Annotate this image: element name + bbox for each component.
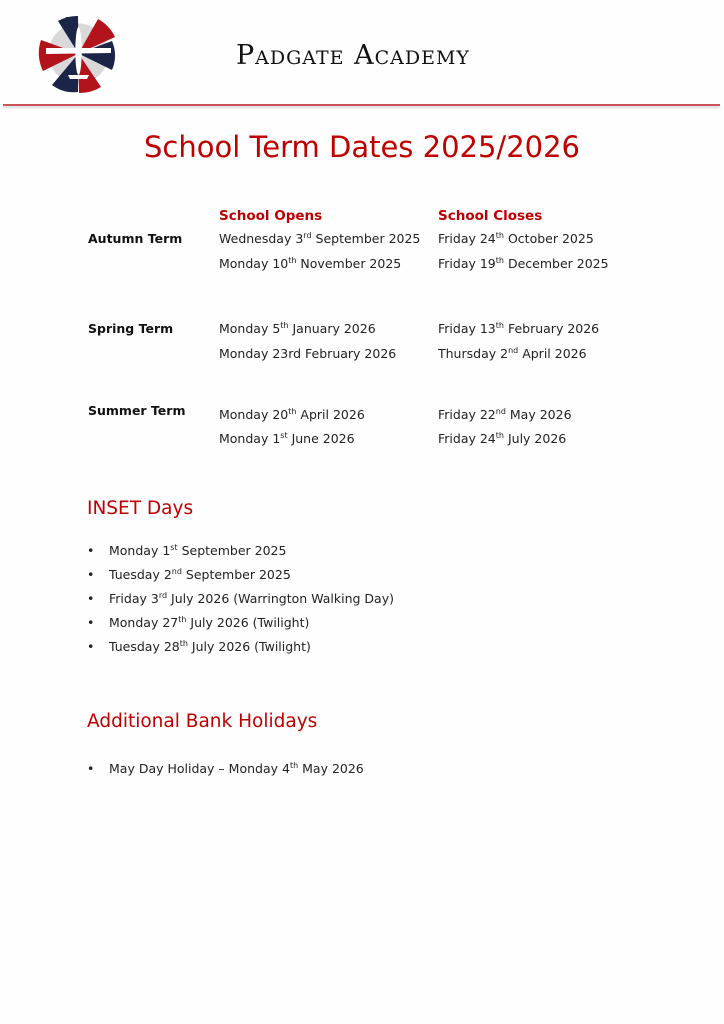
item-text: July 2026 (Warrington Walking Day) [167,591,394,606]
date-text: Friday 24 [438,431,496,446]
date-text: May 2026 [505,407,572,422]
date-text: September 2025 [311,231,421,246]
date-text: Wednesday 3 [219,231,304,246]
term-label-autumn: Autumn Term [88,231,183,246]
date-ordinal: nd [508,346,519,355]
date-text: July 2026 [503,431,567,446]
summer-close-1 [438,407,572,422]
list-item [87,567,394,591]
date-text: Monday 5 [219,321,281,336]
date-text: Friday 24 [438,231,496,246]
term-label-spring: Spring Term [88,321,174,336]
header-divider [3,104,720,106]
bullet-icon: • [87,761,95,776]
column-header-school-closes: School Closes [438,208,543,224]
item-text: Monday 27 [109,615,179,630]
bullet-icon: • [87,543,95,558]
autumn-open-1 [219,231,420,246]
list-item [87,615,394,639]
spring-close-2 [438,346,587,361]
padgate-academy-logo-icon [38,13,119,94]
item-text: May Day Holiday – Monday 4 [109,761,290,776]
bullet-icon: • [87,591,95,606]
date-ordinal: th [179,639,188,648]
item-text: July 2026 (Twilight) [186,615,310,630]
summer-open-1 [219,407,365,422]
summer-close-2 [438,431,566,446]
date-text: April 2026 [518,346,587,361]
column-header-school-opens: School Opens [219,208,323,224]
item-text: May 2026 [298,761,364,776]
item-text: July 2026 (Twilight) [187,639,311,654]
date-text: Monday 1 [219,431,281,446]
date-ordinal: th [495,321,504,330]
date-ordinal: th [288,256,297,265]
list-item [87,543,394,567]
bullet-icon: • [87,639,95,654]
inset-days-heading: INSET Days [87,498,194,519]
date-ordinal: th [289,761,299,770]
item-text: Monday 1 [109,543,171,558]
date-ordinal: th [178,615,187,624]
term-label-summer: Summer Term [88,403,186,418]
item-text: Tuesday 2 [109,567,172,582]
bank-holidays-list [87,761,364,785]
date-text: Monday 20 [219,407,289,422]
date-ordinal: nd [171,567,182,576]
date-text: Friday 19 [438,256,496,271]
bullet-icon: • [87,615,95,630]
list-item [87,761,364,785]
date-ordinal: th [280,321,289,330]
list-item [87,591,394,615]
date-text: October 2025 [503,231,594,246]
inset-days-list [87,543,394,663]
spring-open-1 [219,321,376,336]
date-text: Friday 22 [438,407,496,422]
date-ordinal: th [495,431,504,440]
date-ordinal: st [170,543,178,552]
date-text: June 2026 [287,431,355,446]
date-ordinal: th [495,256,504,265]
autumn-close-1 [438,231,594,246]
item-text: September 2025 [177,543,287,558]
date-text: November 2025 [296,256,402,271]
autumn-close-2 [438,256,609,271]
spring-open-2 [219,346,396,361]
item-text: Tuesday 28 [109,639,180,654]
item-text: September 2025 [181,567,291,582]
date-text: Thursday 2 [438,346,509,361]
spring-close-1 [438,321,599,336]
date-text: April 2026 [296,407,365,422]
summer-open-2 [219,431,355,446]
date-ordinal: rd [303,231,312,240]
page-title: School Term Dates 2025/2026 [143,130,581,164]
date-text: Monday 10 [219,256,289,271]
bank-holidays-heading: Additional Bank Holidays [87,711,318,732]
date-ordinal: rd [158,591,168,600]
date-ordinal: th [288,407,297,416]
date-text: February 2026 [503,321,600,336]
date-ordinal: th [495,231,504,240]
date-ordinal: st [280,431,288,440]
autumn-open-2 [219,256,401,271]
date-text: Monday 23rd February 2026 [219,346,397,361]
date-text: January 2026 [288,321,376,336]
bullet-icon: • [87,567,95,582]
item-text: Friday 3 [109,591,159,606]
date-ordinal: nd [495,407,506,416]
list-item [87,639,394,663]
date-text: December 2025 [503,256,609,271]
date-text: Friday 13 [438,321,496,336]
school-name: Padgate Academy [236,40,470,71]
